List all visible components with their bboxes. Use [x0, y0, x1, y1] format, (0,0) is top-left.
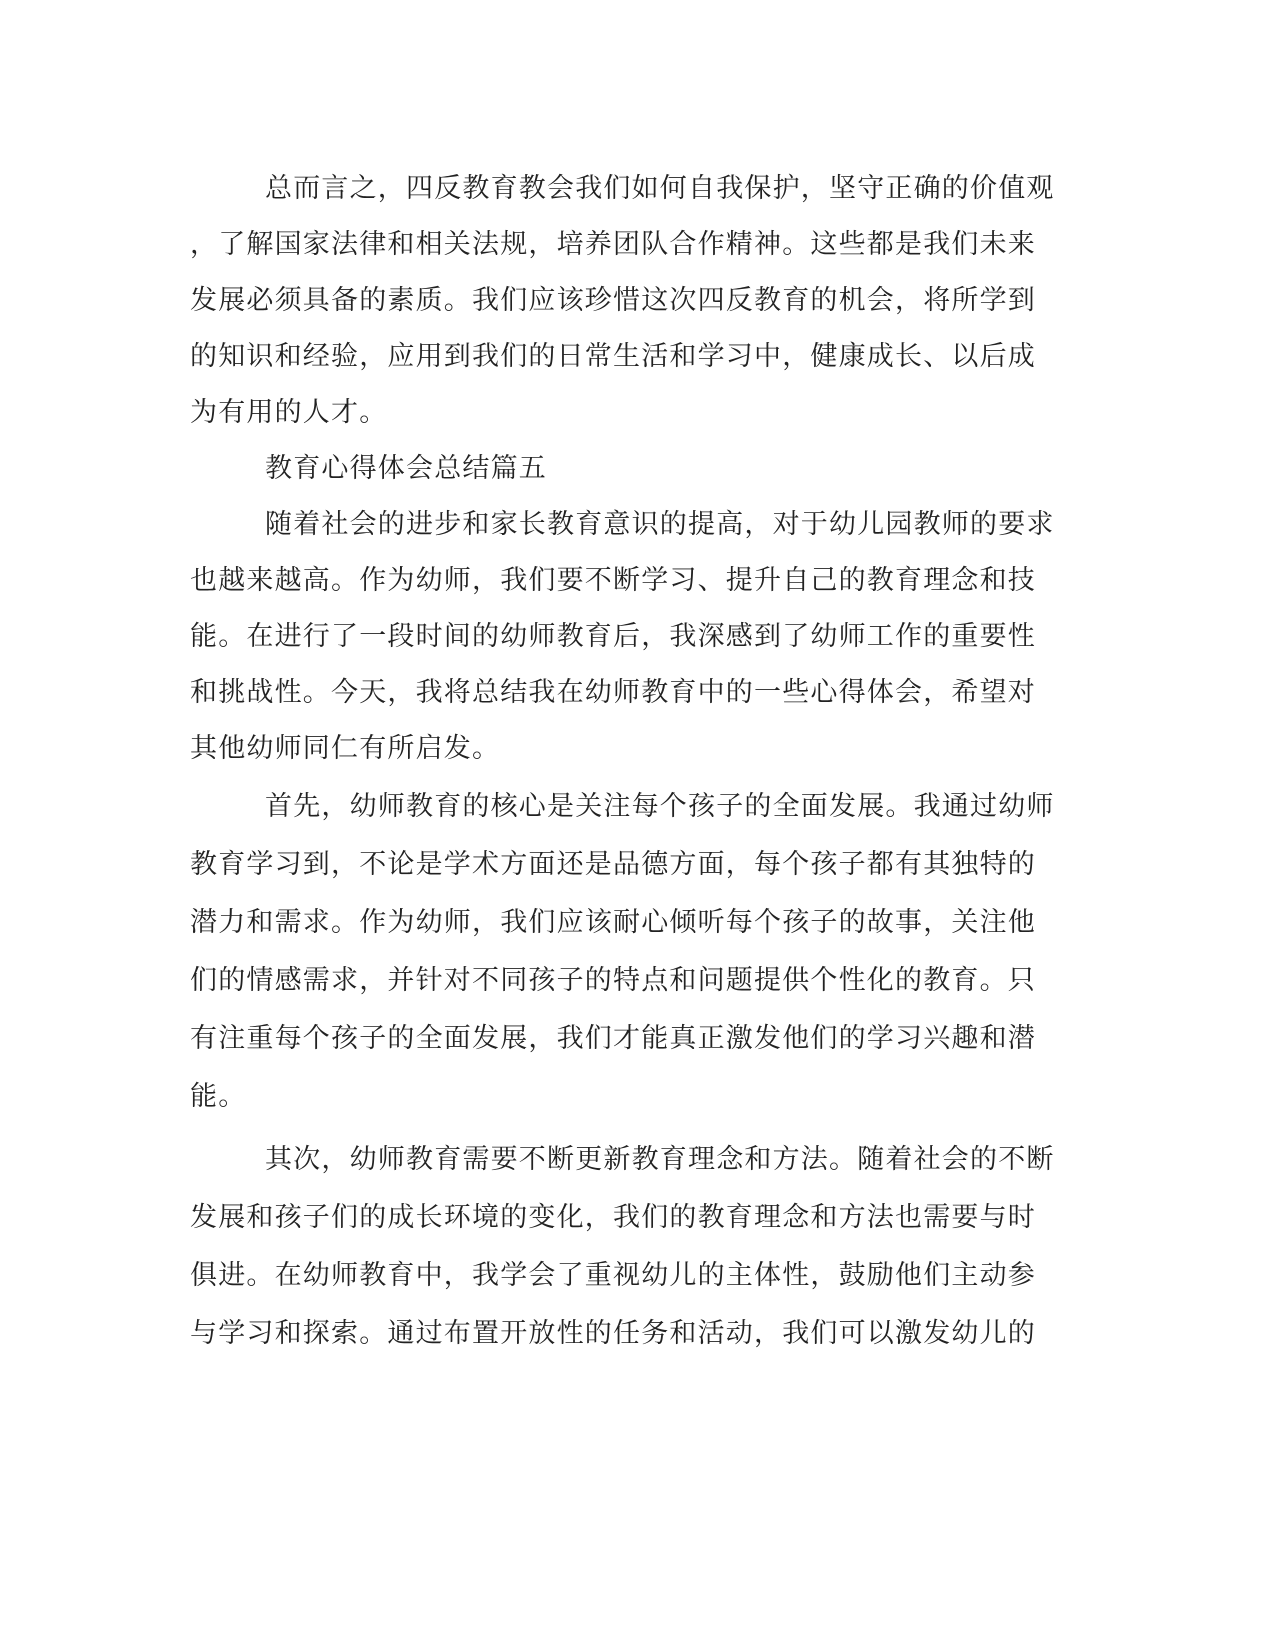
paragraph-line: 的知识和经验，应用到我们的日常生活和学习中，健康成长、以后成	[190, 341, 1036, 372]
paragraph-line: 能。	[190, 1081, 247, 1112]
paragraph-line: 总而言之，四反教育教会我们如何自我保护，坚守正确的价值观	[265, 173, 1055, 204]
paragraph-line: 为有用的人才。	[190, 397, 388, 428]
paragraph-line: 们的情感需求，并针对不同孩子的特点和问题提供个性化的教育。只	[190, 965, 1036, 996]
paragraph-line: 发展和孩子们的成长环境的变化，我们的教育理念和方法也需要与时	[190, 1202, 1036, 1233]
paragraph-line: ，了解国家法律和相关法规，培养团队合作精神。这些都是我们未来	[190, 229, 1036, 260]
paragraph-line: 潜力和需求。作为幼师，我们应该耐心倾听每个孩子的故事，关注他	[190, 907, 1036, 938]
section-heading: 教育心得体会总结篇五	[265, 453, 547, 484]
paragraph-line: 首先，幼师教育的核心是关注每个孩子的全面发展。我通过幼师	[265, 791, 1055, 822]
paragraph-line: 有注重每个孩子的全面发展，我们才能真正激发他们的学习兴趣和潜	[190, 1023, 1036, 1054]
paragraph-line: 其他幼师同仁有所启发。	[190, 733, 501, 764]
paragraph-line: 和挑战性。今天，我将总结我在幼师教育中的一些心得体会，希望对	[190, 677, 1036, 708]
paragraph-line: 其次，幼师教育需要不断更新教育理念和方法。随着社会的不断	[265, 1144, 1055, 1175]
paragraph-line: 也越来越高。作为幼师，我们要不断学习、提升自己的教育理念和技	[190, 565, 1036, 596]
paragraph-line: 发展必须具备的素质。我们应该珍惜这次四反教育的机会，将所学到	[190, 285, 1036, 316]
paragraph-line: 与学习和探索。通过布置开放性的任务和活动，我们可以激发幼儿的	[190, 1318, 1036, 1349]
paragraph-line: 随着社会的进步和家长教育意识的提高，对于幼儿园教师的要求	[265, 509, 1055, 540]
paragraph-line: 能。在进行了一段时间的幼师教育后，我深感到了幼师工作的重要性	[190, 621, 1036, 652]
paragraph-line: 俱进。在幼师教育中，我学会了重视幼儿的主体性，鼓励他们主动参	[190, 1260, 1036, 1291]
paragraph-line: 教育学习到，不论是学术方面还是品德方面，每个孩子都有其独特的	[190, 849, 1036, 880]
